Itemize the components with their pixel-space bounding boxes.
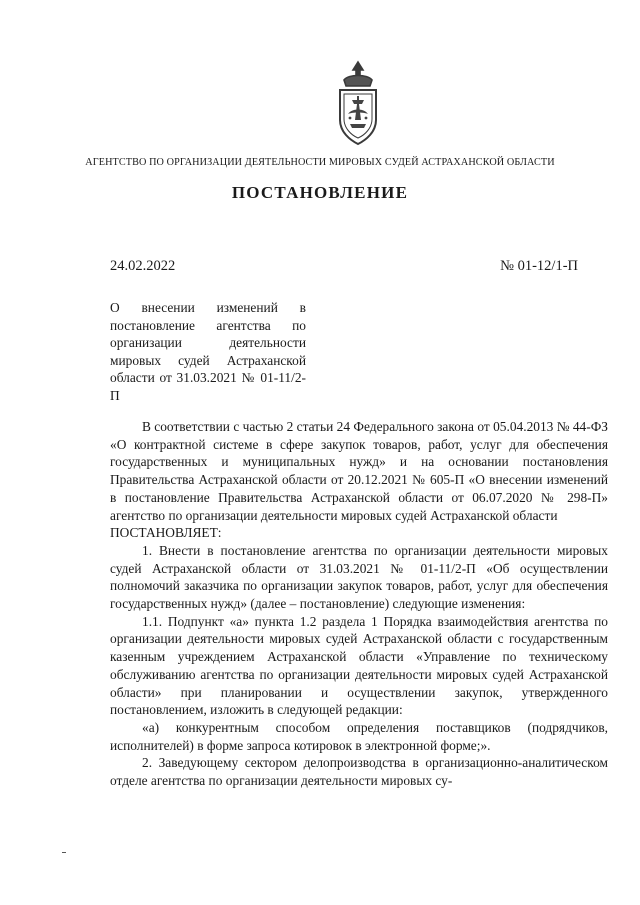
- document-title: ПОСТАНОВЛЕНИЕ: [231, 183, 409, 202]
- document-body: [110, 418, 608, 790]
- document-date: 24.02.2022: [110, 258, 176, 274]
- item-1-paragraph: 1. Внести в постановление агентства по организации деятельности мировых судей Астраханской области от 31.03.2021 № 01-11/2-П «Об осуществлении полномочий заказчика по организации закупок товаров, работ, услуг для обеспечения государственных нужд» (далее – постановление) следующие изменения:: [110, 542, 608, 612]
- preamble-paragraph: В соответствии с частью 2 статьи 24 Федерального закона от 05.04.2013 № 44-ФЗ «О контрактной системе в сфере закупок товаров, работ, услуг для обеспечения государственных и муниципальных нужд» и на основании постановления Правительства Астраханской области от 20.12.2021 № 605-П «О внесении изменений в постановление Правительства Астраханской области от 06.07.2020 № 298-П» агентство по организации деятельности мировых судей Астраханской области: [110, 419, 608, 523]
- document-number: № 01-12/1-П: [500, 258, 578, 274]
- item-1-1-paragraph: 1.1. Подпункт «а» пункта 1.2 раздела 1 Порядка взаимодействия агентства по организации деятельности мировых судей Астраханской области с государственным казенным учреждением Астраханской области «Управление по техническому обслуживанию агентства по организации деятельности мировых судей Астраханской области» при планировании и осуществлении закупок, утвержденного постановлением, изложить в следующей редакции:: [110, 613, 608, 718]
- resolves-heading: ПОСТАНОВЛЯЕТ:: [110, 525, 222, 541]
- document-subject: О внесении изменений в постановление агентства по организации деятельности мировых судей Астраханской области от 31.03.2021 № 01-11/2-П: [110, 300, 306, 403]
- scan-mark: [62, 852, 66, 853]
- item-2-paragraph: 2. Заведующему сектором делопроизводства в организационно-аналитическом отделе агентства по организации деятельности мировых су-: [110, 755, 608, 789]
- item-1-1-a-paragraph: «а) конкурентным способом определения поставщиков (подрядчиков, исполнителей) в форме запроса котировок в электронной форме;».: [110, 719, 608, 753]
- coat-of-arms-icon: [330, 58, 386, 148]
- agency-name: АГЕНТСТВО ПО ОРГАНИЗАЦИИ ДЕЯТЕЛЬНОСТИ МИРОВЫХ СУДЕЙ АСТРАХАНСКОЙ ОБЛАСТИ: [85, 157, 555, 168]
